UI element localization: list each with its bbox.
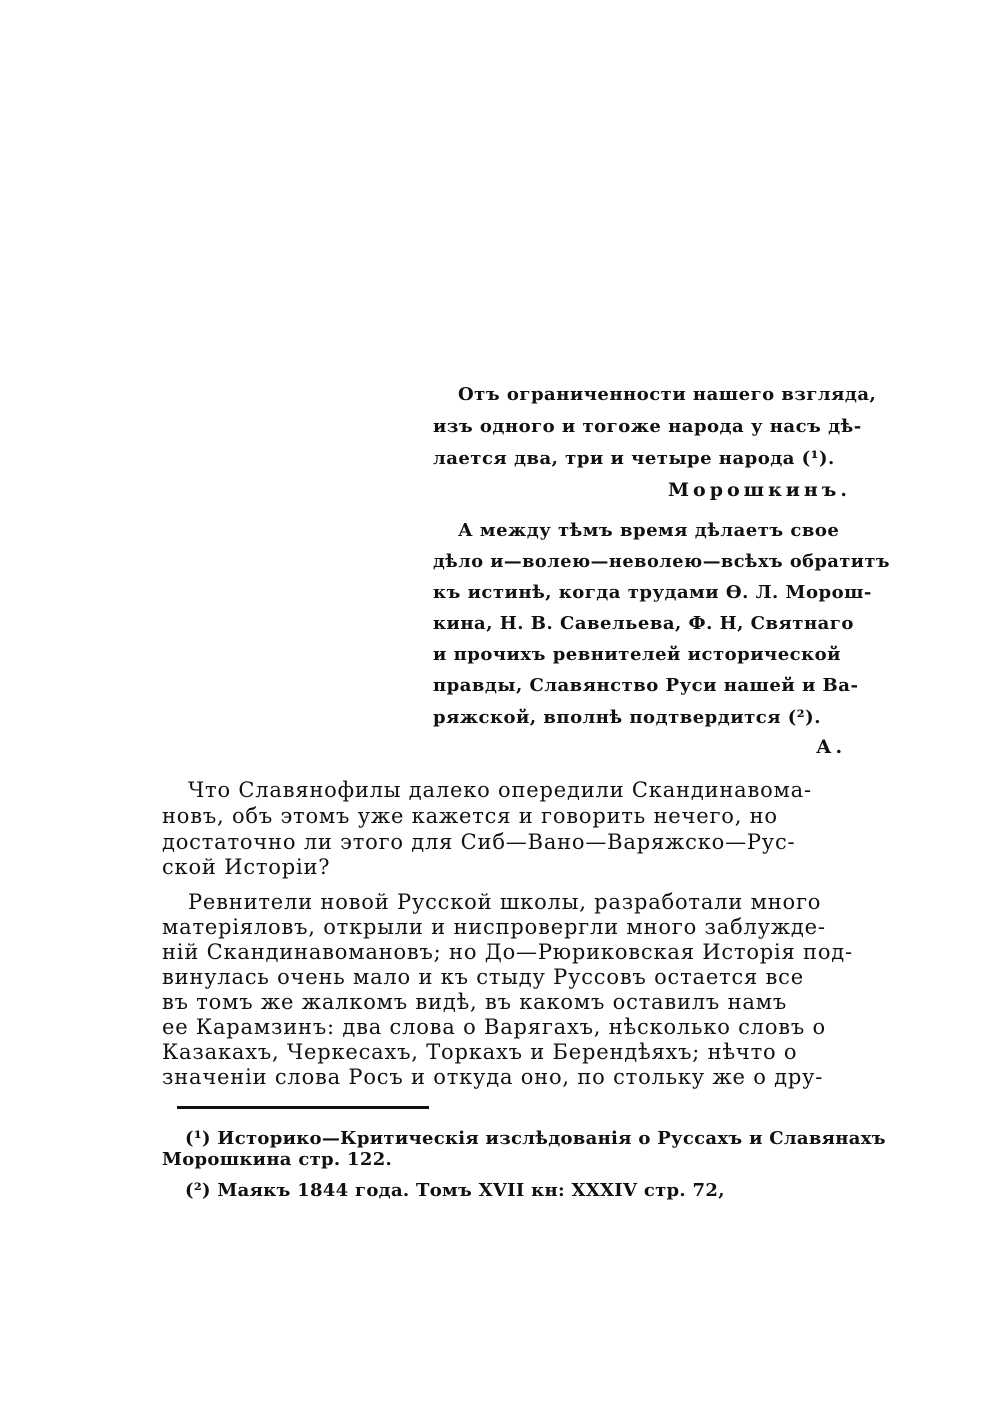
paragraph-line: ній Скандинавомановъ; но До—Рюриковская Исторія под-: [162, 940, 853, 964]
epigraph-2-line: и прочихъ ревнителей исторической: [433, 644, 841, 665]
footnote-1-continuation: Морошкина стр. 122.: [162, 1149, 393, 1170]
paragraph-line: достаточно ли этого для Сиб—Вано—Варяжско—Рус-: [162, 830, 796, 854]
paragraph-line: Ревнители новой Русской школы, разработали много: [188, 890, 822, 914]
footnote-1: (¹) Историко—Критическія изслѣдованія о Руссахъ и Славянахъ: [185, 1128, 886, 1149]
paragraph-line: Что Славянофилы далеко опередили Скандинавома-: [188, 778, 812, 802]
epigraph-1-line: изъ одного и тогоже народа у насъ дѣ-: [433, 416, 862, 437]
epigraph-1-line: лается два, три и четыре народа (¹).: [433, 448, 835, 469]
epigraph-2-line: правды, Славянство Руси нашей и Ва-: [433, 675, 859, 696]
paragraph-line: ее Карамзинъ: два слова о Варягахъ, нѣсколько словъ о: [162, 1015, 826, 1039]
paragraph-line: матеріяловъ, открыли и ниспровергли много заблужде-: [162, 915, 826, 939]
epigraph-2-line: А между тѣмъ время дѣлаетъ свое: [458, 520, 840, 541]
paragraph-line: ской Исторіи?: [162, 855, 331, 879]
paragraph-line: винулась очень мало и къ стыду Руссовъ остается все: [162, 965, 804, 989]
paragraph-line: новъ, объ этомъ уже кажется и говорить нечего, но: [162, 804, 778, 828]
epigraph-1-line: Отъ ограниченности нашего взгляда,: [458, 384, 877, 405]
epigraph-2-line: дѣло и—волею—неволею—всѣхъ обратитъ: [433, 551, 891, 572]
epigraph-2-line: къ истинѣ, когда трудами Ѳ. Л. Морош-: [433, 582, 872, 603]
epigraph-1-author: Морошкинъ.: [668, 479, 851, 501]
footnote-2: (²) Маякъ 1844 года. Томъ XVII кн: XXXIV стр. 72,: [185, 1180, 725, 1201]
paragraph-line: въ томъ же жалкомъ видѣ, въ какомъ оставилъ намъ: [162, 990, 787, 1014]
epigraph-2-line: кина, Н. В. Савельева, Ф. Н, Святнаго: [433, 613, 854, 634]
epigraph-2-author: А.: [816, 736, 847, 758]
paragraph-line: Казакахъ, Черкесахъ, Торкахъ и Берендѣяхъ; нѣчто о: [162, 1040, 798, 1064]
paragraph-line: значеніи слова Росъ и откуда оно, по стольку же о дру-: [162, 1065, 824, 1089]
footnote-divider: [177, 1106, 429, 1109]
epigraph-2-line: ряжской, вполнѣ подтвердится (²).: [433, 707, 821, 728]
